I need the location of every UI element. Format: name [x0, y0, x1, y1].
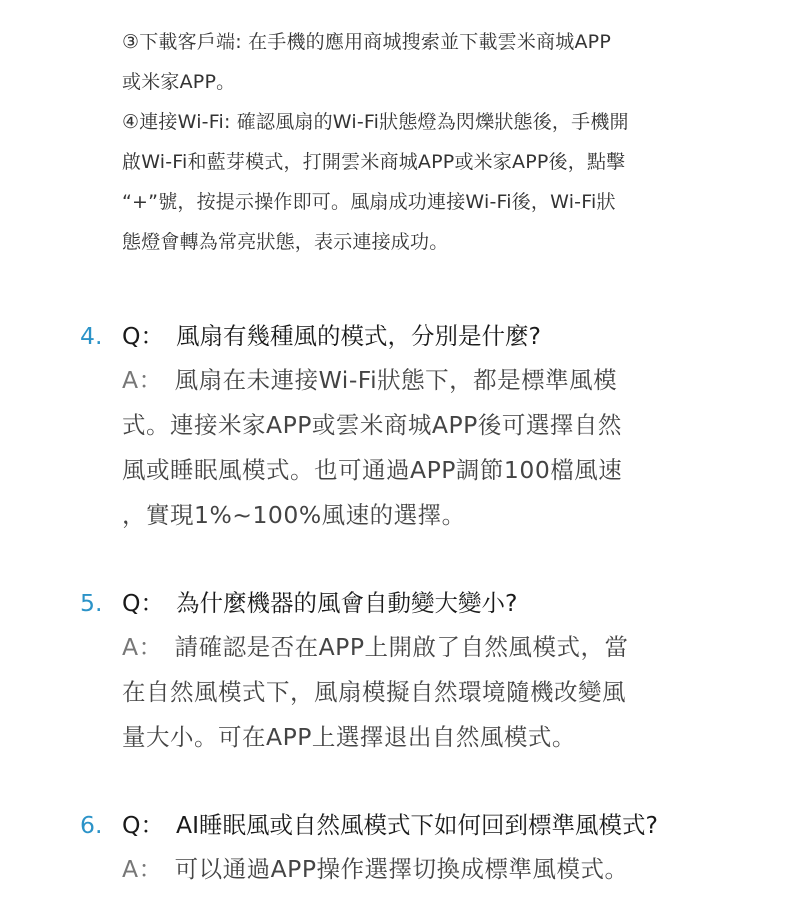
answer-label: A：	[122, 633, 163, 661]
faq-number: 4.	[80, 322, 103, 350]
question-text: 風扇有幾種風的模式，分別是什麼?	[176, 322, 541, 350]
step-4-line-1: ④連接Wi-Fi: 確認風扇的Wi-Fi狀態燈為閃爍狀態後，手機開	[122, 111, 629, 133]
answer-line: 式。連接米家APP或雲米商城APP後可選擇自然	[122, 411, 622, 439]
answer-line	[122, 358, 780, 403]
question-label: Q：	[122, 322, 164, 350]
step-4-line-3: “+”號，按提示操作即可。風扇成功連接Wi-Fi後，Wi-Fi狀	[122, 191, 616, 213]
faq-question-4	[80, 318, 780, 354]
faq-question-5	[80, 585, 780, 621]
answer-label: A：	[122, 366, 163, 394]
question-label: Q：	[122, 811, 164, 839]
answer-label: A：	[122, 855, 163, 883]
step-4-line-2: 啟Wi-Fi和藍芽模式，打開雲米商城APP或米家APP後，點擊	[122, 151, 626, 173]
faq-item-6	[80, 807, 780, 892]
question-text: AI睡眠風或自然風模式下如何回到標準風模式?	[176, 811, 658, 839]
faq-number: 5.	[80, 589, 103, 617]
answer-line: 風或睡眠風模式。也可通過APP調節100檔風速	[122, 456, 623, 484]
step-3-line-2: 或米家APP。	[122, 71, 236, 93]
faq-answer-4	[122, 358, 780, 538]
answer-line	[122, 847, 780, 892]
answer-text: 請確認是否在APP上開啟了自然風模式，當	[174, 633, 629, 661]
answer-line: 量大小。可在APP上選擇退出自然風模式。	[122, 723, 576, 751]
question-text: 為什麼機器的風會自動變大變小?	[176, 589, 518, 617]
answer-line: 在自然風模式下，風扇模擬自然環境隨機改變風	[122, 678, 626, 706]
answer-text: 風扇在未連接Wi-Fi狀態下，都是標準風模	[174, 366, 618, 394]
answer-text: 可以通過APP操作選擇切換成標準風模式。	[174, 855, 629, 883]
step-4-line-4: 態燈會轉為常亮狀態，表示連接成功。	[122, 231, 449, 253]
faq-answer-5	[122, 625, 780, 760]
question-label: Q：	[122, 589, 164, 617]
faq-question-6	[80, 807, 780, 843]
faq-item-4	[80, 318, 780, 538]
answer-line	[122, 625, 780, 670]
faq-number: 6.	[80, 811, 103, 839]
setup-steps	[122, 22, 742, 262]
faq-item-5	[80, 585, 780, 760]
step-3-line-1: ③下載客戶端: 在手機的應用商城搜索並下載雲米商城APP	[122, 31, 611, 53]
faq-answer-6	[122, 847, 780, 892]
answer-line: ，實現1%~100%風速的選擇。	[122, 501, 466, 529]
